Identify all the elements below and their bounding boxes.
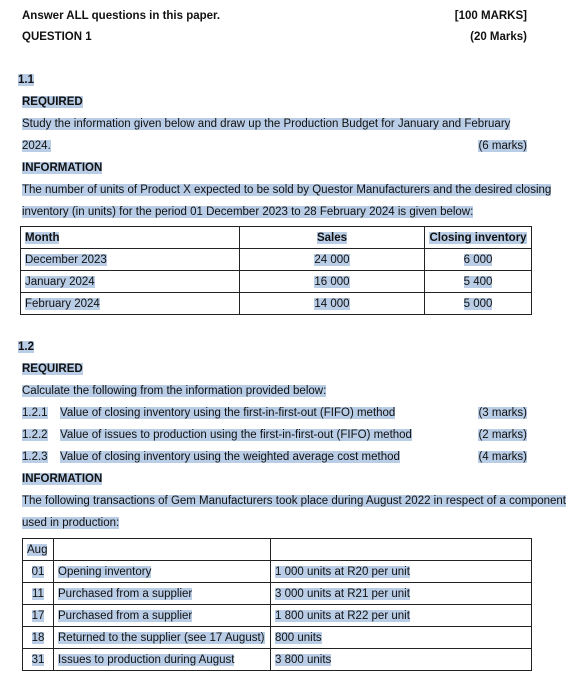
q11-info-heading: INFORMATION (22, 162, 103, 174)
header-month: Month (21, 227, 240, 249)
table-row (23, 583, 532, 605)
cell-description: Returned to the supplier (see 17 August) (54, 627, 271, 649)
q12-item-marks: (4 marks) (478, 451, 527, 463)
cell-sales: 16 000 (240, 271, 425, 293)
cell-closing: 6 000 (425, 249, 532, 271)
cell-quantity: 3 800 units (271, 649, 532, 671)
header-sales: Sales (240, 227, 425, 249)
q12-info-line2: used in production: (22, 517, 120, 529)
header-closing-inventory: Closing inventory (425, 227, 532, 249)
header-aug: Aug (23, 539, 54, 561)
cell-quantity: 3 000 units at R21 per unit (271, 583, 532, 605)
q12-info-line1: The following transactions of Gem Manufacturers took place during August 2022 in respect of a component (22, 495, 567, 507)
question-marks: (20 Marks) (470, 31, 527, 43)
table-header-row (23, 539, 532, 561)
production-table (20, 226, 532, 315)
q12-required-heading: REQUIRED (22, 363, 83, 375)
q12-number: 1.2 (18, 341, 34, 353)
cell-sales: 24 000 (240, 249, 425, 271)
cell-day: 11 (23, 583, 54, 605)
cell-day: 01 (23, 561, 54, 583)
cell-quantity: 800 units (271, 627, 532, 649)
question-title: QUESTION 1 (22, 31, 92, 43)
cell-closing: 5 000 (425, 293, 532, 315)
q11-required-heading: REQUIRED (22, 96, 83, 108)
cell-day: 18 (23, 627, 54, 649)
q11-required-line2: 2024. (22, 140, 51, 152)
cell-quantity: 1 800 units at R22 per unit (271, 605, 532, 627)
q12-item-marks: (3 marks) (478, 407, 527, 419)
table-row (21, 271, 532, 293)
q11-marks: (6 marks) (478, 140, 527, 152)
q12-item-number: 1.2.3 (22, 451, 48, 463)
cell-day: 17 (23, 605, 54, 627)
q12-required-line: Calculate the following from the information provided below: (22, 385, 327, 397)
header-empty (271, 539, 532, 561)
q11-required-line1: Study the information given below and draw up the Production Budget for January and February (22, 118, 511, 130)
q12-item-text: Value of closing inventory using the weighted average cost method (60, 451, 400, 463)
q11-number: 1.1 (18, 74, 34, 86)
transactions-table (22, 538, 532, 671)
header-empty (54, 539, 271, 561)
cell-quantity: 1 000 units at R20 per unit (271, 561, 532, 583)
table-row (23, 561, 532, 583)
cell-month: February 2024 (21, 293, 240, 315)
cell-month: December 2023 (21, 249, 240, 271)
q11-info-line1: The number of units of Product X expected to be sold by Questor Manufacturers and the desired closing (22, 184, 552, 196)
cell-month: January 2024 (21, 271, 240, 293)
cell-description: Purchased from a supplier (54, 605, 271, 627)
cell-sales: 14 000 (240, 293, 425, 315)
table-header-row (21, 227, 532, 249)
cell-description: Opening inventory (54, 561, 271, 583)
table-row (23, 627, 532, 649)
cell-closing: 5 400 (425, 271, 532, 293)
table-row (21, 249, 532, 271)
instruction-text: Answer ALL questions in this paper. (22, 10, 221, 22)
q12-info-heading: INFORMATION (22, 473, 103, 485)
cell-description: Issues to production during August (54, 649, 271, 671)
q12-item-text: Value of closing inventory using the first-in-first-out (FIFO) method (60, 407, 396, 419)
total-marks: [100 MARKS] (454, 10, 527, 22)
table-row (21, 293, 532, 315)
q12-item-number: 1.2.1 (22, 407, 48, 419)
cell-description: Purchased from a supplier (54, 583, 271, 605)
table-row (23, 649, 532, 671)
q12-item-number: 1.2.2 (22, 429, 48, 441)
cell-day: 31 (23, 649, 54, 671)
table-row (23, 605, 532, 627)
q12-item-marks: (2 marks) (478, 429, 527, 441)
q11-info-line2: inventory (in units) for the period 01 December 2023 to 28 February 2024 is given below: (22, 206, 474, 218)
q12-item-text: Value of issues to production using the first-in-first-out (FIFO) method (60, 429, 412, 441)
